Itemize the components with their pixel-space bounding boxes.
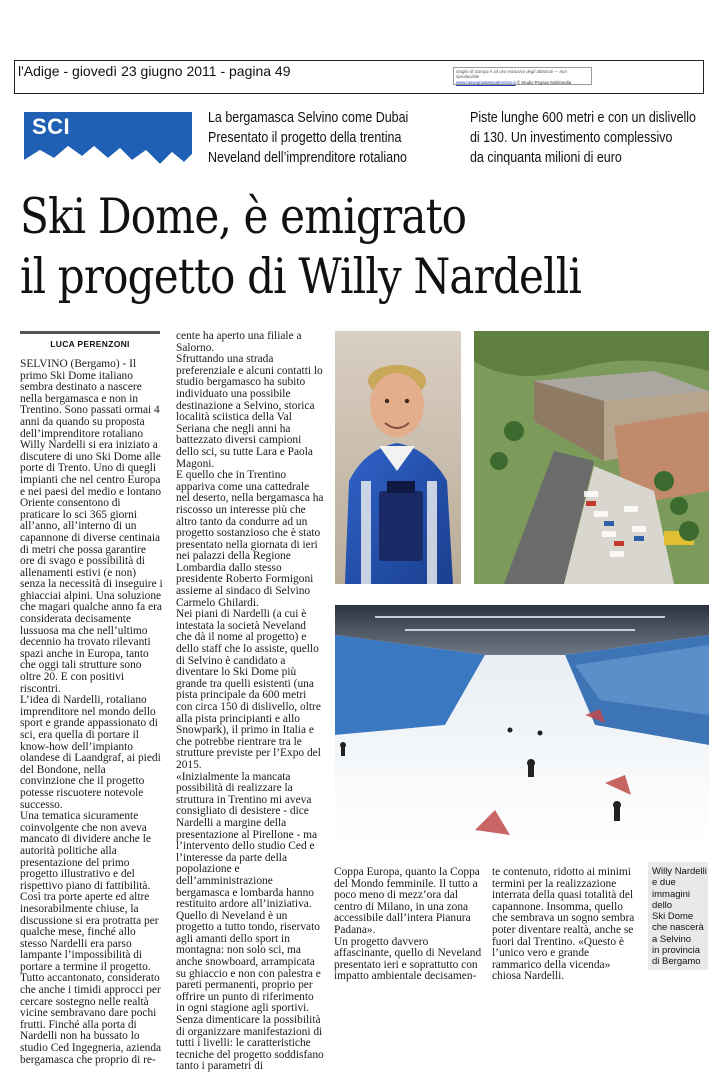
byline-rule [20, 331, 160, 334]
portrait-photo [335, 331, 461, 584]
caption-line: a Selvino [652, 933, 692, 945]
paragraph: Nei piani di Nardelli (a cui è intestata la società Neveland che dà il nome al progetto) e dello staff che lo assiste, quello di Selvino è candidato a diventare lo Ski Dome più grande tra quelli esistenti (una pista principale da 600 metri con circa 150 di dislivello, oltre alla pista principianti e allo Snowpark), il primo in Italia e che potrebbe rientrare tra le strutture previste per l’Expo del 2015. [176, 608, 321, 771]
paragraph: Un progetto davvero affascinante, quello di Neveland presentato ieri e soprattutto con impatto ambientale decisamen- [334, 935, 482, 983]
stamp-link[interactable]: www.rassegnastampatrentino.it [456, 79, 516, 85]
photo-caption [652, 866, 708, 968]
byline: LUCA PERENZONI [50, 339, 130, 349]
article-column-3 [334, 866, 482, 983]
article-column-4 [492, 866, 640, 983]
paragraph: SELVINO (Bergamo) - Il primo Ski Dome italiano sembra destinato a nascere nella bergamasca e non in Trentino. Sono passati ormai 4 anni da quando su proposta dell’imprenditore rotaliano Willy Nardelli si era iniziato a discutere di uno Ski Dome alle porte di Trento. Uno di quegli impianti che nel centro Europa e nei paesi del medio e lontano Oriente consentono di praticare lo sci 365 giorni all’anno, all’interno di un capannone di diverse centinaia di metri che possa garantire ore di svago e possibilità di allenamenti estivi (e non) senza la necessità di inseguire i ghiacciai alpini. Una soluzione che magari qualche anno fa era considerata decisamente lussuosa ma che nell’ultimo decennio ha trovato rilevanti spazi anche in Europa, tanto che oggi tali strutture sono oltre 20. E con positivi riscontri. [20, 358, 163, 695]
paragraph: te contenuto, ridotto ai minimi termini per la realizzazione interrata della quasi totalità del capannone. Insomma, quello che sembrava un sogno sembra poter diventare realtà, anche se fuori dal Trentino. «Questo è l’unico vero e grande rammarico della vicenda» chiosa Nardelli. [492, 866, 635, 983]
caption-line: immagini dello [652, 888, 691, 911]
caption-line: in provincia [652, 945, 701, 957]
stamp-credit: © Studio Pegaso Multimedia [516, 79, 572, 85]
indoor-ski-slope-photo [335, 605, 709, 845]
headline-line-1: Ski Dome, è emigrato [20, 188, 467, 245]
kicker-left-line: Presentato il progetto della trentina [208, 130, 402, 146]
article-column-2 [176, 330, 324, 1073]
paragraph: E quello che in Trentino appariva come una cattedrale nel deserto, nella bergamasca ha riscosso un interesse più che altro tanto da condurre ad un progetto sostanzioso che è stato presentato nella giornata di ieri nei palazzi della Regione Lombardia dallo stesso presidente Roberto Formigoni assieme al sindaco di Selvino Carmelo Ghilardi. [176, 469, 324, 609]
section-label: SCI [32, 114, 71, 139]
headline-line-2: il progetto di Willy Nardelli [20, 248, 581, 305]
kicker-right-line: da cinquanta milioni di euro [470, 150, 622, 166]
caption-line: Ski Dome [652, 911, 694, 923]
kicker-left-line: Neveland dell’imprenditore rotaliano [208, 150, 407, 166]
press-clipping-stamp [453, 67, 592, 85]
paragraph: Così tra porte aperte ed altre inesorabilmente chiuse, la discussione si era protratta per qualche mese, finché allo stesso Nardelli era parso lampante l’impossibilità di portare a termine il progetto. [20, 891, 159, 973]
paragraph: Tutto accantonato, considerato che anche i timidi approcci per cercare sostegno nelle realtà vicine sembravano dare pochi frutti. Finché alla porta di Nardelli non ha bussato lo studio Ced Ingegneria, azienda bergamasca che proprio di re- [20, 972, 162, 1066]
caption-line: Willy Nardelli [652, 866, 707, 877]
building-rendering-photo [474, 331, 709, 584]
paragraph: L’idea di Nardelli, rotaliano imprenditore nel mondo dello sport e grande appassionato di sci, era quella di portare il know-how dell’impianto olandese di Laandgraf, ai piedi del Bondone, nella convinzione che il progetto potesse riscuotere notevole successo. [20, 694, 161, 811]
source-line: l'Adige - giovedì 23 giugno 2011 - pagina 49 [18, 63, 291, 79]
kicker-left-line: La bergamasca Selvino come Dubai [208, 110, 409, 126]
caption-line: di Bergamo [652, 956, 701, 968]
article-column-1 [20, 358, 163, 1066]
kicker-left [208, 108, 408, 168]
paragraph: «Inizialmente la mancata possibilità di realizzare la struttura in Trentino mi aveva consigliato di desistere - dice Nardelli a margine della presentazione al Pirellone - ma l’intervento dello studio Ced e l’interesse da parte della popolazione e dell’amministrazione bergamasca e lombarda hanno restituito ardore all’iniziativa. Quello di Neveland è un progetto a tutto tondo, riservato agli amanti dello sport in montagna: non solo sci, ma anche snowboard, arrampicata su ghiaccio e non con palestra e pareti permanenti, proprio per offrire un punto di riferimento in ogni stagione agli sportivi. Senza dimenticare la possibilità di organizzare manifestazioni di tutti i livelli: le caratteristiche tecniche del progetto soddisfano tanto i parametri di [176, 770, 324, 1073]
kicker-right [470, 108, 696, 168]
stamp-notice: ritaglio di stampa è ad uso esclusivo degli abbonati — non riproducibile [456, 69, 567, 80]
caption-line: che nascerà [652, 922, 704, 934]
caption-line: e due [652, 877, 676, 889]
paragraph: Una tematica sicuramente coinvolgente che non aveva mancato di dividere anche le autorità politiche alla presentazione del primo progetto illustrativo e del rispettivo piano di fattibilità. [20, 810, 151, 892]
paragraph: cente ha aperto una filiale a Salorno. [176, 330, 302, 354]
kicker-right-line: Piste lunghe 600 metri e con un dislivello [470, 110, 696, 126]
paragraph: Sfruttando una strada preferenziale e alcuni contatti lo studio bergamasco ha subito individuato una possibile destinazione a Selvino, storica località sciistica della Val Seriana che negli anni ha battezzato diversi campioni dello sci, su tutte Lara e Paola Magoni. [176, 353, 323, 470]
kicker-right-line: di 130. Un investimento complessivo [470, 130, 673, 146]
paragraph: Coppa Europa, quanto la Coppa del Mondo femminile. Il tutto a poco meno di mezz’ora dal centro di Milano, in una zona accessibile dall’intera Pianura Padana». [334, 866, 480, 936]
